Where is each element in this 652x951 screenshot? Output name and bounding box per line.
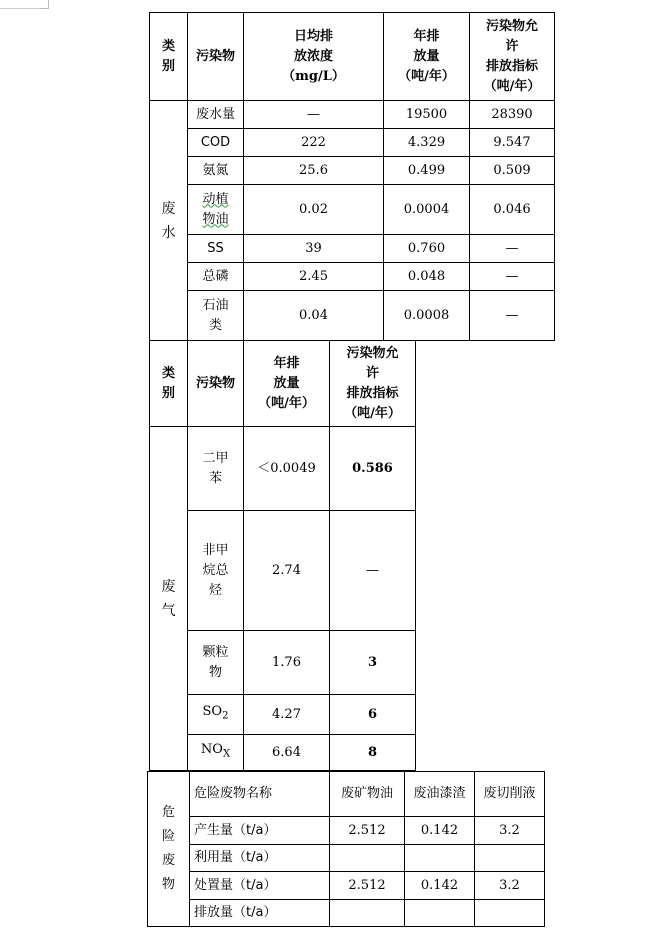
header-allowed-index: 污染物允 许 排放指标 （吨/年） xyxy=(470,13,555,101)
table-row xyxy=(148,845,545,872)
table-row xyxy=(148,817,545,845)
value-cell: 0.142 xyxy=(405,872,475,900)
annual-cell: 0.0004 xyxy=(384,185,470,235)
category-exhaust: 废气 xyxy=(150,427,188,771)
annual-cell: 19500 xyxy=(384,101,470,129)
category-hazardous-waste: 危险废物 xyxy=(148,772,190,927)
value-cell: 2.512 xyxy=(330,817,405,845)
exhaust-table xyxy=(149,340,416,771)
table-row xyxy=(150,157,555,185)
page-corner-mark xyxy=(40,0,49,9)
allowed-cell: 3 xyxy=(330,631,416,695)
allowed-cell: 9.547 xyxy=(470,129,555,157)
hazardous-waste-table xyxy=(147,771,545,927)
table-row xyxy=(150,185,555,235)
pollutant-cell: 废水量 xyxy=(188,101,244,129)
pollutant-cell: $SO_2$ xyxy=(188,695,244,735)
exhaust-header-row xyxy=(150,341,416,427)
conc-cell: 222 xyxy=(244,129,384,157)
table-row xyxy=(148,900,545,927)
table-row xyxy=(150,291,555,341)
pollutant-cell: 动植物油 xyxy=(188,185,244,235)
table-row xyxy=(150,631,416,695)
allowed-cell: — xyxy=(470,235,555,263)
header-annual-emission: 年排 放量 （吨/年） xyxy=(384,13,470,101)
table-row xyxy=(150,427,416,511)
value-cell: 3.2 xyxy=(475,817,545,845)
table-row xyxy=(150,263,555,291)
value-cell xyxy=(405,900,475,927)
header-allowed-index: 污染物允 许 排放指标 （吨/年） xyxy=(330,341,416,427)
conc-cell: 25.6 xyxy=(244,157,384,185)
hazardous-header-row xyxy=(148,772,545,817)
col-waste-mineral-oil: 废矿物油 xyxy=(330,772,405,817)
allowed-cell: — xyxy=(470,291,555,341)
pollutant-cell: 颗粒物 xyxy=(188,631,244,695)
table-row xyxy=(150,101,555,129)
pollutant-cell: SS xyxy=(188,235,244,263)
table-row xyxy=(148,872,545,900)
pollutant-cell: 总磷 xyxy=(188,263,244,291)
header-annual-emission: 年排 放量 （吨/年） xyxy=(244,341,330,427)
annual-cell: ＜0.0049 xyxy=(244,427,330,511)
value-cell xyxy=(475,845,545,872)
wastewater-header-row xyxy=(150,13,555,101)
row-label: 利用量（t/a） xyxy=(190,845,330,872)
row-label: 处置量（t/a） xyxy=(190,872,330,900)
page-corner-line xyxy=(0,8,40,9)
allowed-cell: 28390 xyxy=(470,101,555,129)
header-pollutant: 污染物 xyxy=(188,13,244,101)
table-row xyxy=(150,235,555,263)
annual-cell: 0.048 xyxy=(384,263,470,291)
category-wastewater: 废水 xyxy=(150,101,188,341)
table-row xyxy=(150,129,555,157)
pollutant-cell: 二甲苯 xyxy=(188,427,244,511)
pollutant-cell: COD xyxy=(188,129,244,157)
allowed-cell: 6 xyxy=(330,695,416,735)
pollutant-cell: 非甲烷总烃 xyxy=(188,511,244,631)
annual-cell: 0.760 xyxy=(384,235,470,263)
hazardous-name-header: 危险废物名称 xyxy=(190,772,330,817)
conc-cell: 0.04 xyxy=(244,291,384,341)
annual-cell: 0.0008 xyxy=(384,291,470,341)
conc-cell: 2.45 xyxy=(244,263,384,291)
pollutant-cell: 石油类 xyxy=(188,291,244,341)
value-cell xyxy=(405,845,475,872)
annual-cell: 4.329 xyxy=(384,129,470,157)
value-cell xyxy=(475,900,545,927)
conc-cell: — xyxy=(244,101,384,129)
allowed-cell: 0.586 xyxy=(330,427,416,511)
table-row xyxy=(150,695,416,735)
header-daily-concentration: 日均排 放浓度 （mg/L） xyxy=(244,13,384,101)
header-category: 类别 xyxy=(150,341,188,427)
wastewater-table xyxy=(149,12,555,341)
value-cell: 2.512 xyxy=(330,872,405,900)
header-category: 类别 xyxy=(150,13,188,101)
annual-cell: 0.499 xyxy=(384,157,470,185)
value-cell xyxy=(330,900,405,927)
value-cell xyxy=(330,845,405,872)
allowed-cell: — xyxy=(330,511,416,631)
row-label: 产生量（t/a） xyxy=(190,817,330,845)
row-label: 排放量（t/a） xyxy=(190,900,330,927)
allowed-cell: 8 xyxy=(330,735,416,771)
pollutant-cell: 氨氮 xyxy=(188,157,244,185)
header-pollutant: 污染物 xyxy=(188,341,244,427)
annual-cell: 6.64 xyxy=(244,735,330,771)
allowed-cell: 0.509 xyxy=(470,157,555,185)
value-cell: 0.142 xyxy=(405,817,475,845)
col-waste-cutting-fluid: 废切削液 xyxy=(475,772,545,817)
allowed-cell: — xyxy=(470,263,555,291)
table-row xyxy=(150,735,416,771)
col-waste-paint-residue: 废油漆渣 xyxy=(405,772,475,817)
allowed-cell: 0.046 xyxy=(470,185,555,235)
annual-cell: 2.74 xyxy=(244,511,330,631)
conc-cell: 0.02 xyxy=(244,185,384,235)
annual-cell: 1.76 xyxy=(244,631,330,695)
annual-cell: 4.27 xyxy=(244,695,330,735)
table-row xyxy=(150,511,416,631)
pollutant-cell: $NO_X$ xyxy=(188,735,244,771)
conc-cell: 39 xyxy=(244,235,384,263)
value-cell: 3.2 xyxy=(475,872,545,900)
